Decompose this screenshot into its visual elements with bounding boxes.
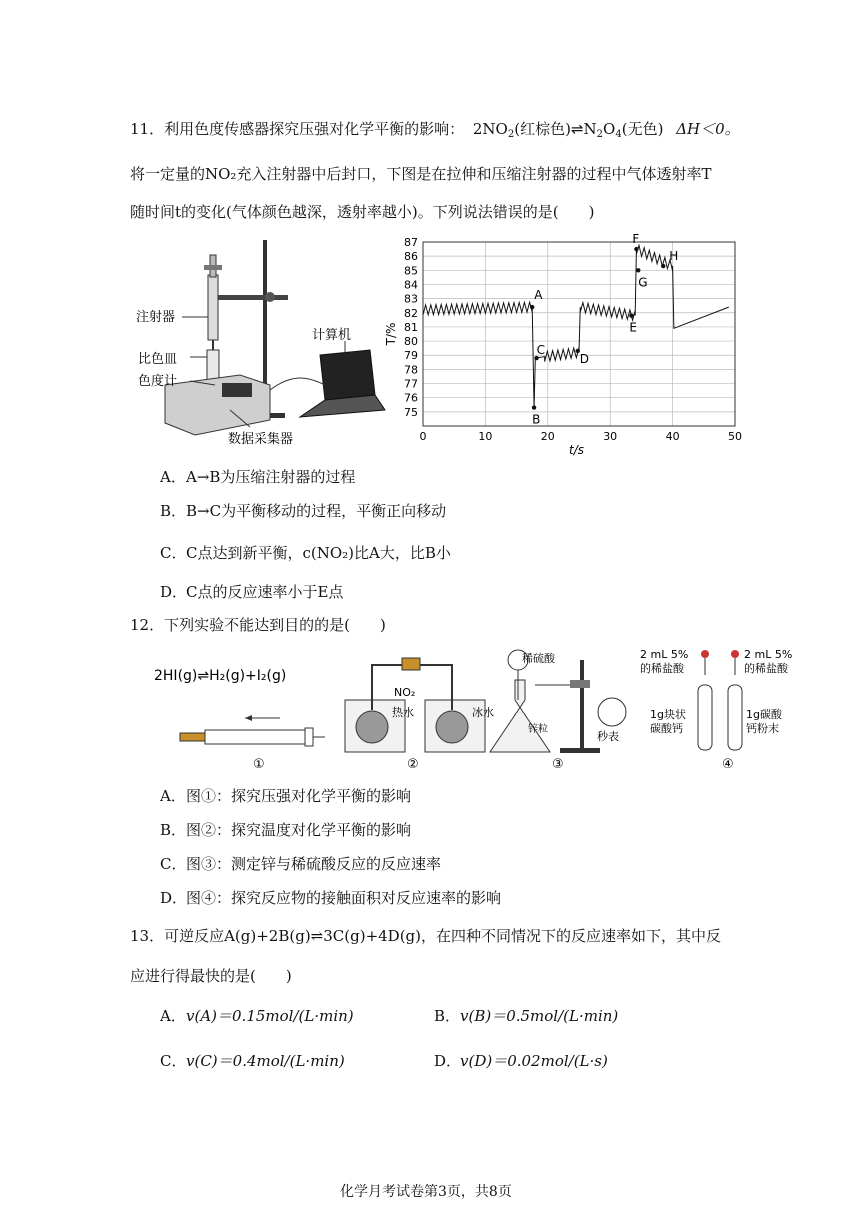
x-tick-label: 30 — [603, 430, 618, 443]
y-tick-label: 80 — [404, 335, 418, 349]
q12-option-d[interactable]: D．图④：探究反应物的接触面积对反应速率的影响 — [160, 889, 502, 907]
label-colorimeter: 色度计 — [138, 374, 178, 389]
y-tick-label: 86 — [404, 250, 418, 264]
fig3-watch-label: 秒表 — [597, 730, 619, 743]
fig4-acid-a2: 的稀盐酸 — [640, 662, 684, 675]
fig4-acid-b: 2 mL 5% — [744, 648, 793, 661]
clamp-knob — [265, 292, 275, 302]
q12-option-a[interactable]: A．图①：探究压强对化学平衡的影响 — [160, 787, 412, 805]
y-tick-label: 76 — [404, 391, 418, 405]
x-axis-label: t/s — [569, 443, 584, 457]
fig4-solid-b: 1g碳酸 — [746, 708, 782, 721]
q12-figures — [150, 640, 810, 775]
data-point — [661, 264, 665, 268]
clamp — [218, 295, 288, 300]
y-tick-label: 82 — [404, 306, 418, 320]
fig4-caption: ④ — [722, 757, 734, 772]
q12-stem: 12．下列实验不能达到目的的是( ) — [130, 616, 386, 634]
y-tick-label: 85 — [404, 264, 418, 278]
q13-option-c[interactable]: C．v(C)＝0.4mol/(L·min) — [160, 1052, 345, 1070]
colorimeter-icon — [165, 375, 270, 435]
q13-stem-line1: 13．可逆反应A(g)+2B(g)⇌3C(g)+4D(g)，在四种不同情况下的反应速率如下，其中反 — [130, 927, 722, 945]
fig1-equation: 2HI(g)⇌H₂(g)+I₂(g) — [154, 668, 287, 684]
transmittance-chart — [383, 230, 753, 458]
fig4-acid-b2: 的稀盐酸 — [744, 662, 788, 675]
label-cuvette: 比色皿 — [138, 352, 178, 367]
q11-stem-line3: 随时间t的变化(气体颜色越深，透射率越小)。下列说法错误的是( ) — [130, 203, 595, 221]
q11-apparatus-figure — [130, 235, 390, 450]
q12-option-c[interactable]: C．图③：测定锌与稀硫酸反应的反应速率 — [160, 855, 442, 873]
x-tick-label: 40 — [665, 430, 680, 443]
equilibrium-arrow-icon: ⇌ — [570, 120, 584, 138]
q13-option-a[interactable]: A．v(A)＝0.15mol/(L·min) — [160, 1007, 354, 1025]
y-tick-label: 77 — [404, 377, 418, 391]
x-tick-label: 0 — [419, 430, 427, 443]
data-cable — [270, 378, 325, 390]
page-footer: 化学月考试卷第3页，共8页 — [340, 1184, 512, 1200]
q12-option-b[interactable]: B．图②：探究温度对化学平衡的影响 — [160, 821, 412, 839]
syringe-grip — [204, 265, 222, 270]
y-tick-label: 83 — [404, 292, 418, 306]
fig3-flask-icon — [490, 650, 600, 753]
x-tick-label: 50 — [728, 430, 742, 443]
q11-stem-line2: 将一定量的NO₂充入注射器中后封口，下图是在拉伸和压缩注射器的过程中气体透射率T — [130, 165, 712, 183]
y-tick-label: 84 — [404, 278, 418, 292]
arrow-head-icon — [245, 715, 252, 721]
label-syringe: 注射器 — [136, 310, 176, 325]
y-tick-label: 87 — [404, 236, 418, 249]
q11-option-a[interactable]: A．A→B为压缩注射器的过程 — [160, 468, 356, 486]
y-axis-label: T/% — [384, 322, 398, 346]
point-label: B — [532, 412, 541, 427]
fig2-beakers-icon — [345, 658, 485, 752]
q13-option-b[interactable]: B．v(B)＝0.5mol/(L·min) — [434, 1007, 619, 1025]
cuvette-icon — [207, 350, 219, 380]
fig2-gas-label: NO₂ — [394, 686, 416, 699]
point-label: A — [534, 288, 543, 303]
q11-option-c[interactable]: C．C点达到新平衡，c(NO₂)比A大，比B小 — [160, 544, 451, 562]
label-computer: 计算机 — [312, 328, 352, 343]
data-point — [636, 268, 640, 272]
x-tick-label: 10 — [478, 430, 493, 443]
laptop-keyboard — [300, 395, 385, 417]
q11-stem-line1: 11．利用色度传感器探究压强对化学平衡的影响： $2NO_2$(红棕色)$\rightleftharpoons N_2O_4$(无色) ΔH＜0。 — [130, 120, 740, 140]
fig3-caption: ③ — [552, 757, 564, 772]
y-tick-label: 78 — [404, 363, 418, 377]
x-tick-label: 20 — [540, 430, 555, 443]
fig4-tubes-icon — [698, 650, 742, 750]
fig3-acid-label: 稀硫酸 — [522, 652, 555, 665]
y-tick-label: 75 — [404, 405, 418, 419]
laptop-icon — [320, 350, 375, 400]
fig1-syringe-icon — [180, 728, 325, 746]
fig4-solid-a: 1g块状 — [650, 708, 686, 721]
q11-equation: $2NO_2$(红棕色)$\rightleftharpoons N_2O_4$(无色) ΔH＜0。 — [472, 120, 740, 140]
fig2-caption: ② — [407, 757, 419, 772]
q11-number: 11． — [130, 120, 165, 138]
data-point — [530, 305, 534, 309]
data-point — [629, 313, 633, 317]
fig3-zinc-label: 锌粒 — [528, 724, 548, 735]
point-label: E — [629, 320, 638, 335]
point-label: G — [638, 275, 648, 290]
point-label: F — [632, 232, 640, 247]
q13-option-d[interactable]: D．v(D)＝0.02mol/(L·s) — [434, 1052, 608, 1070]
label-collector: 数据采集器 — [228, 432, 294, 447]
y-tick-label: 81 — [404, 320, 418, 334]
colorimeter-display — [222, 383, 252, 397]
fig4-solid-a2: 碳酸钙 — [650, 722, 683, 735]
fig4-solid-b2: 钙粉末 — [746, 722, 779, 735]
data-point — [532, 405, 536, 409]
fig2-hot-label: 热水 — [392, 706, 414, 719]
y-tick-label: 79 — [404, 349, 418, 363]
plot-frame — [423, 242, 735, 426]
fig1-caption: ① — [253, 757, 265, 772]
fig2-ice-label: 冰水 — [472, 706, 494, 719]
point-label: C — [536, 343, 545, 358]
point-label: D — [579, 351, 590, 366]
syringe-icon — [208, 275, 218, 340]
point-label: H — [669, 249, 679, 264]
q11-option-d[interactable]: D．C点的反应速率小于E点 — [160, 583, 344, 601]
q11-option-b[interactable]: B．B→C为平衡移动的过程，平衡正向移动 — [160, 502, 447, 520]
q13-stem-line2: 应进行得最快的是( ) — [130, 967, 292, 985]
stopwatch-icon — [598, 698, 626, 726]
data-point — [634, 247, 638, 251]
fig4-acid-a: 2 mL 5% — [640, 648, 689, 661]
